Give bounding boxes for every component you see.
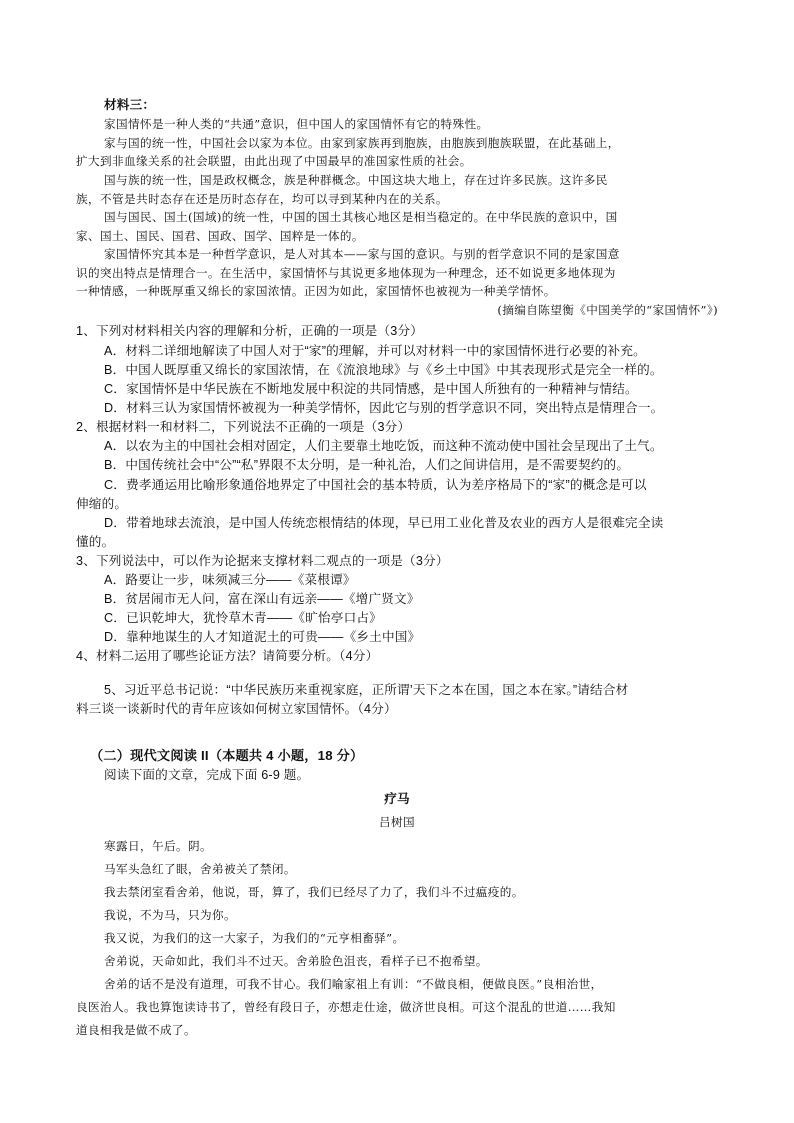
question-3-option-b: B．贫居闹市无人问，富在深山有远亲——《增广贤文》 [104, 592, 420, 606]
article-paragraph: 寒露日，午后。阴。 [104, 839, 212, 853]
material3-paragraph: 一种情感，一种既厚重又绵长的家国浓情。正因为如此，家国情怀也被视为一种美学情怀。 [76, 284, 556, 298]
material3-paragraph: 识的突出特点是情理合一。在生活中，家国情怀与其说更多地体现为一种理念，还不如说更多地体现为 [76, 266, 616, 280]
article-paragraph: 我说，不为马，只为你。 [104, 908, 236, 922]
question-2-option-b: B．中国传统社会中“公”“私”界限不太分明，是一种礼治，人们之间讲信用，是不需要契约的。 [104, 458, 630, 472]
article-paragraph: 我去禁闭室看舍弟，他说，哥，算了，我们已经尽了力了，我们斗不过瘟疫的。 [104, 885, 524, 899]
material3-source: (摘编自陈望衡《中国美学的“家国情怀”》) [497, 303, 718, 317]
article-paragraph: 道良相我是做不成了。 [76, 1023, 196, 1037]
article-paragraph: 良医治人。我也算饱读诗书了，曾经有段日子，亦想走仕途，做济世良相。可这个混乱的世道……我知 [76, 1000, 616, 1014]
article-paragraph: 我又说，为我们的这一大家子，为我们的“元亨相畜驿”。 [104, 931, 405, 945]
question-2-option-d: D．带着地球去流浪，是中国人传统恋根情结的体现，早已用工业化普及农业的西方人是很难完全读 [104, 516, 664, 530]
question-2-option-d-cont: 懂的。 [76, 535, 115, 549]
section-instruction: 阅读下面的文章，完成下面 6-9 题。 [104, 768, 310, 782]
question-5-line-1: 5、习近平总书记说：“中华民族历来重视家庭，正所谓’天下之本在国，国之本在家。”请结合材 [104, 683, 629, 697]
material3-heading: 材料三： [104, 98, 156, 112]
question-1-option-a: A．材料二详细地解读了中国人对于“家”的理解，并可以对材料一中的家国情怀进行必要的补充。 [104, 344, 646, 358]
question-3-option-c: C．已识乾坤大，犹怜草木青——《旷怡亭口占》 [104, 611, 382, 625]
article-paragraph: 马军头急红了眼，舍弟被关了禁闭。 [104, 862, 296, 876]
article-author: 吕树国 [379, 815, 415, 829]
question-1-option-d: D．材料三认为家国情怀被视为一种美学情怀，因此它与别的哲学意识不同，突出特点是情理合一。 [104, 401, 664, 415]
material3-paragraph: 家国情怀究其本是一种哲学意识，是人对其本——家与国的意识。与别的哲学意识不同的是家国意 [104, 247, 620, 261]
question-3-stem: 3、下列说法中，可以作为论据来支撑材料二观点的一项是（3分） [76, 554, 449, 568]
question-1-stem: 1、下列对材料相关内容的理解和分析，正确的一项是（3分） [76, 324, 424, 338]
question-1-option-b: B．中国人既厚重又绵长的家国浓情，在《流浪地球》与《乡土中国》中其表现形式是完全一样的。 [104, 363, 663, 377]
question-5-line-2: 料三谈一谈新时代的青年应该如何树立家国情怀。（4分） [76, 702, 397, 716]
question-1-option-c: C．家国情怀是中华民族在不断地发展中积淀的共同情感，是中国人所独有的一种精神与情结。 [104, 382, 638, 396]
material3-paragraph: 国与国民、国土(国域)的统一性，中国的国土其核心地区是相当稳定的。在中华民族的意识中，国 [104, 210, 618, 224]
material3-paragraph: 家与国的统一性，中国社会以家为本位。由家到家族再到胞族，由胞族到胞族联盟，在此基础上， [104, 136, 620, 150]
question-2-stem: 2、根据材料一和材料二，下列说法不正确的一项是（3分） [76, 420, 411, 434]
article-paragraph: 舍弟的话不是没有道理，可我不甘心。我们喻家祖上有训：“不做良相，便做良医。”良相治世， [104, 977, 603, 991]
question-2-option-a: A．以农为主的中国社会相对固定，人们主要靠土地吃饭，而这种不流动使中国社会呈现出了土气。 [104, 439, 663, 453]
question-2-option-c: C．费孝通运用比喻形象通俗地界定了中国社会的基本特质，认为差序格局下的“家”的概念是可以 [104, 478, 647, 492]
material3-paragraph: 家国情怀是一种人类的“共通”意识，但中国人的家国情怀有它的特殊性。 [104, 117, 489, 131]
section-heading: （二）现代文阅读 II（本题共 4 小题，18 分） [90, 748, 364, 763]
question-3-option-d: D．靠种地谋生的人才知道泥土的可贵——《乡土中国》 [104, 630, 421, 644]
question-4-stem: 4、材料二运用了哪些论证方法？请简要分析。（4分） [76, 649, 379, 663]
question-3-option-a: A．路要让一步，味须减三分——《菜根谭》 [104, 573, 356, 587]
material3-paragraph: 族，不管是共时态存在还是历时态存在，均可以寻到某种内在的关系。 [76, 192, 448, 206]
material3-paragraph: 国与族的统一性，国是政权概念，族是种群概念。中国这块大地上，存在过许多民族。这许多民 [104, 173, 608, 187]
article-title: 疗马 [384, 792, 410, 806]
material3-paragraph: 家、国土、国民、国君、国政、国学、国粹是一体的。 [76, 229, 364, 243]
article-paragraph: 舍弟说，天命如此，我们斗不过天。舍弟脸色沮丧，看样子已不抱希望。 [104, 954, 488, 968]
material3-paragraph: 扩大到非血缘关系的社会联盟，由此出现了中国最早的准国家性质的社会。 [76, 154, 472, 168]
question-2-option-c-cont: 伸缩的。 [76, 497, 128, 511]
